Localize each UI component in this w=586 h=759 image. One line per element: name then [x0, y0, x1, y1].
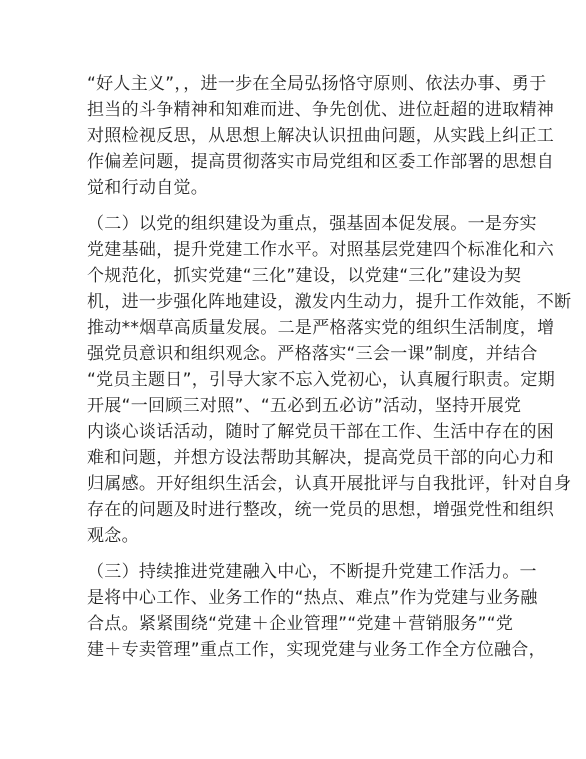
text-line: 对照检视反思，从思想上解决认识扭曲问题，从实践上纠正工 [87, 126, 555, 146]
paragraph-spacer [87, 201, 507, 211]
text-line: 存在的问题及时进行整改，统一党员的思想，增强党性和组织 [87, 500, 555, 520]
paragraph-3 [87, 559, 546, 663]
text-line: （二）以党的组织建设为重点，强基固本促发展。一是夯实 [87, 214, 537, 234]
text-line: 机，进一步强化阵地建设，激发内生动力，提升工作效能，不断 [87, 292, 572, 312]
text-line: 归属感。开好组织生活会，认真开展批评与自我批评，针对自身 [87, 474, 572, 494]
text-line: 强党员意识和组织观念。严格落实“三会一课”制度，并结合 [87, 344, 538, 364]
text-line: “党员主题日”，引导大家不忘入党初心，认真履行职责。定期 [87, 370, 556, 390]
text-line: 党建基础，提升党建工作水平。对照基层党建四个标准化和六 [87, 240, 555, 260]
text-line: 担当的斗争精神和知难而进、争先创优、进位赶超的进取精神 [87, 100, 555, 120]
paragraph-1 [87, 71, 555, 201]
text-line: 建＋专卖管理”重点工作，实现党建与业务工作全方位融合， [87, 640, 546, 660]
text-line: 难和问题，并想方设法帮助其解决，提高党员干部的向心力和 [87, 448, 555, 468]
text-line: 觉和行动自觉。 [87, 178, 209, 198]
text-line: 内谈心谈话活动，随时了解党员干部在工作、生活中存在的困 [87, 422, 555, 442]
paragraph-2 [87, 211, 572, 549]
text-line: 是将中心工作、业务工作的“热点、难点”作为党建与业务融 [87, 588, 538, 608]
paragraph-spacer [87, 549, 507, 559]
text-line: 开展“一回顾三对照”、“五必到五必访”活动，坚持开展党 [87, 396, 522, 416]
text-line: 合点。紧紧围绕“党建＋企业管理”“党建＋营销服务”“党 [87, 614, 514, 634]
text-line: （三）持续推进党建融入中心，不断提升党建工作活力。一 [87, 562, 537, 582]
text-line: 作偏差问题，提高贯彻落实市局党组和区委工作部署的思想自 [87, 152, 555, 172]
document-body [87, 71, 572, 663]
text-line: 个规范化，抓实党建“三化”建设，以党建“三化”建设为契 [87, 266, 522, 286]
text-line: “好人主义”，，进一步在全局弘扬恪守原则、依法办事、勇于 [87, 74, 547, 94]
text-line: 观念。 [87, 526, 139, 546]
text-line: 推动**烟草高质量发展。二是严格落实党的组织生活制度，增 [87, 318, 555, 338]
